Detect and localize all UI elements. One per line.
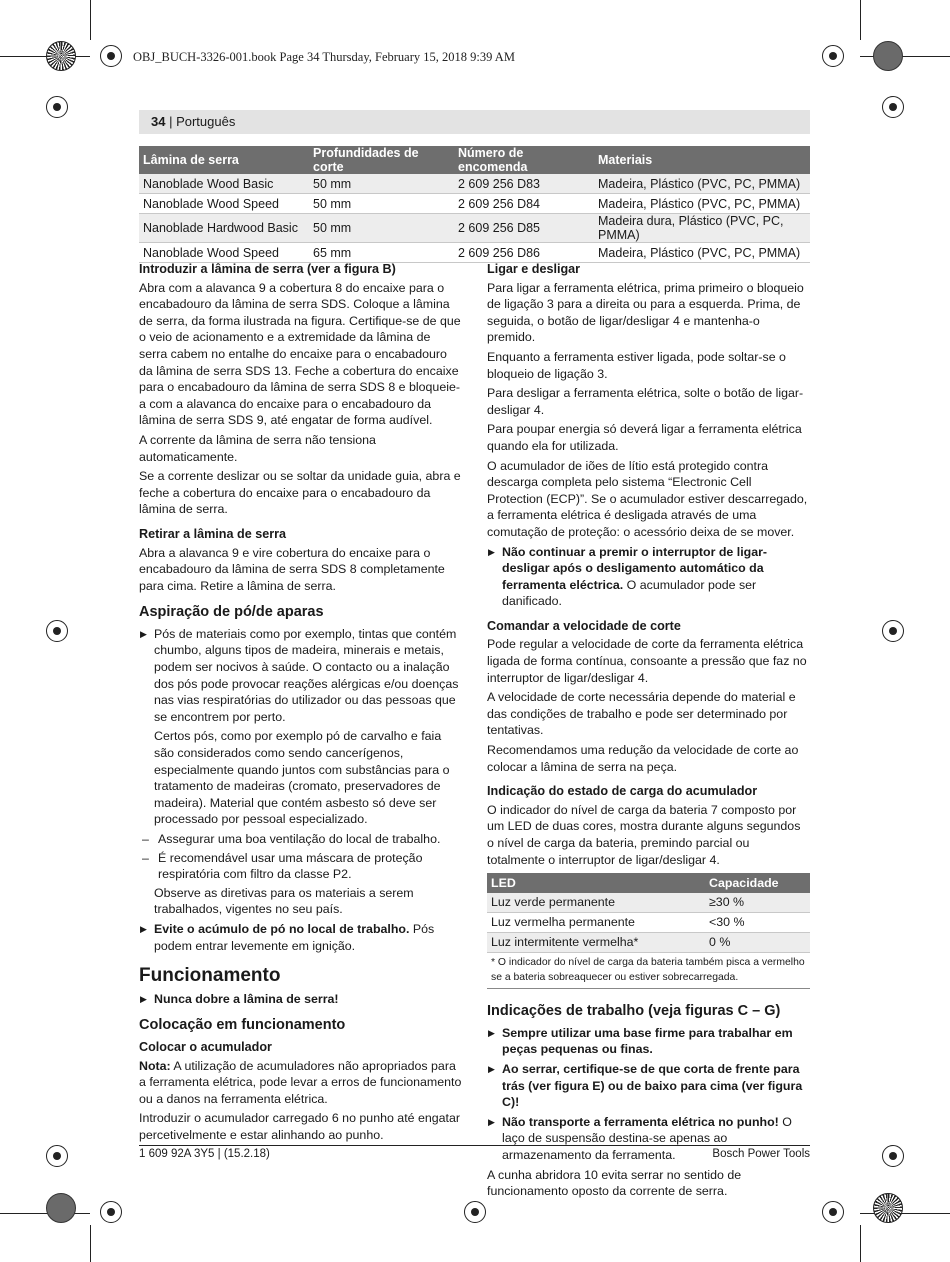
table-cell: Nanoblade Wood Basic — [139, 174, 309, 194]
bullet-triangle-icon: ▶ — [140, 993, 147, 1004]
color-patch-mark — [46, 1193, 76, 1223]
table-cell: <30 % — [705, 913, 810, 933]
crop-line — [860, 0, 861, 40]
led-table — [487, 873, 810, 953]
bullet-item — [487, 1061, 810, 1111]
section-title: Funcionamento — [139, 965, 281, 987]
table-cell: Luz vermelha permanente — [487, 913, 705, 933]
bullet-text: O acumulador pode ser danificado. — [502, 577, 757, 609]
registration-mark — [46, 96, 68, 118]
right-column — [487, 253, 810, 1203]
dash-item: – É recomendável usar uma máscara de proteção respiratória com filtro da classe P2. — [142, 850, 423, 882]
paragraph: Abra com a alavanca 9 a cobertura 8 do encaixe para o encabadouro da lâmina de serra SDS. Coloque a lâmina de serra, da forma ilustrada na figura. Certifique-se de que o veio de acionamento e a extremidade da lâmina de serra cabem no entalhe do encaixe para o encabadouro da lâmina de serra SDS 13. Feche a cobertura do encaixe para o encabadouro da lâmina de serra SDS 8 e bloqueie-a com a alavanca do encaixe para o encabadouro da lâmina de serra SDS 9, até engatar de forma audível. — [139, 280, 461, 428]
registration-mark — [822, 45, 844, 67]
registration-mark — [100, 1201, 122, 1223]
section-heading: Introduzir a lâmina de serra (ver a figura B) — [139, 262, 396, 276]
dash-item: – Assegurar uma boa ventilação do local de trabalho. — [142, 832, 441, 846]
page-number: 34 — [151, 114, 166, 129]
table-cell: Madeira, Plástico (PVC, PC, PMMA) — [594, 194, 810, 214]
section-heading: Comandar a velocidade de corte — [487, 618, 681, 633]
paragraph: Enquanto a ferramenta estiver ligada, pode soltar-se o bloqueio de ligação 3. — [487, 349, 786, 381]
paragraph: A cunha abridora 10 evita serrar no sentido de funcionamento oposto da corrente de serra. — [487, 1167, 742, 1199]
section-heading: Retirar a lâmina de serra — [139, 526, 287, 541]
note-text: A utilização de acumuladores não apropriados para a ferramenta elétrica, pode levar a erros de funcionamento ou a danos na ferramenta elétrica. — [139, 1058, 462, 1106]
table-row — [487, 893, 810, 913]
bullet-triangle-icon: ▶ — [488, 546, 495, 557]
paragraph: Observe as diretivas para os materiais a serem trabalhados, vigentes no seu país. — [154, 885, 414, 917]
section-heading: Colocação em funcionamento — [139, 1017, 346, 1034]
table-header-cell: LED — [487, 873, 705, 893]
footnote: * O indicador do nível de carga da bateria também pisca a vermelho se a bateria sobreaquecer ou estiver sobrecarregada. — [487, 953, 810, 989]
registration-star-mark — [873, 1193, 903, 1223]
section-heading: Indicação do estado de carga do acumulador — [487, 784, 758, 799]
bullet-triangle-icon: ▶ — [488, 1116, 495, 1127]
registration-mark — [46, 1145, 68, 1167]
table-cell: Madeira dura, Plástico (PVC, PC, PMMA) — [594, 214, 810, 243]
bullet-bold-text: Nunca dobre a lâmina de serra! — [154, 991, 339, 1006]
paragraph: A velocidade de corte necessária depende do material e das condições de trabalho e pode ser determinado por tentativas. — [487, 690, 796, 738]
footer-rule — [139, 1145, 810, 1146]
blades-table — [139, 146, 810, 263]
paragraph: Recomendamos uma redução da velocidade de corte ao colocar a lâmina de serra na peça. — [487, 743, 799, 774]
paragraph: Introduzir o acumulador carregado 6 no punho até engatar percetivelmente e estar alinhando ao punho. — [139, 1111, 460, 1142]
registration-mark — [822, 1201, 844, 1223]
table-cell: 0 % — [705, 933, 810, 953]
registration-mark — [46, 620, 68, 642]
table-cell: Luz intermitente vermelha* — [487, 933, 705, 953]
bullet-bold-text: Sempre utilizar uma base firme para trabalhar em peças pequenas ou finas. — [502, 1025, 793, 1057]
paragraph: Se a corrente deslizar ou se soltar da unidade guia, abra e feche a cobertura do encaixe para o encabadouro da lâmina de serra. — [139, 469, 461, 517]
color-patch-mark — [873, 41, 903, 71]
table-cell: Nanoblade Wood Speed — [139, 194, 309, 214]
left-column — [139, 253, 462, 1147]
table-cell: Madeira, Plástico (PVC, PC, PMMA) — [594, 243, 810, 263]
paragraph: Abra a alavanca 9 e vire cobertura do encaixe para o encabadouro da lâmina de serra SDS 8 completamente para cima. Retire a lâmina de serra. — [139, 545, 445, 593]
dash-text: É recomendável usar uma máscara de proteção respiratória com filtro da classe P2. — [158, 850, 423, 882]
table-row — [139, 194, 810, 214]
footer-document-code: 1 609 92A 3Y5 | (15.2.18) — [139, 1148, 270, 1160]
table-header-cell: Materiais — [594, 146, 810, 174]
paragraph: Pode regular a velocidade de corte da ferramenta elétrica ligada de forma contínua, consoante a pressão que faz no interruptor de ligar/desligar 4. — [487, 637, 807, 685]
subsection-heading: Colocar o acumulador — [139, 1039, 272, 1054]
table-cell: 2 609 256 D86 — [454, 243, 594, 263]
bullet-item — [487, 1025, 810, 1058]
table-row — [487, 933, 810, 953]
table-row — [139, 214, 810, 243]
registration-star-mark — [46, 41, 76, 71]
table-cell: 2 609 256 D84 — [454, 194, 594, 214]
table-cell: Nanoblade Hardwood Basic — [139, 214, 309, 243]
bullet-triangle-icon: ▶ — [488, 1027, 495, 1038]
section-heading: Aspiração de pó/de aparas — [139, 604, 324, 621]
registration-mark — [882, 1145, 904, 1167]
table-header-cell: Número de encomenda — [454, 146, 594, 174]
page-language: Português — [176, 114, 236, 129]
registration-mark — [882, 620, 904, 642]
page-header-bar: 34 | Português — [139, 110, 810, 134]
bullet-triangle-icon: ▶ — [488, 1063, 495, 1074]
table-cell: 50 mm — [309, 174, 454, 194]
bullet-bold-text: Ao serrar, certifique-se de que corta de frente para trás (ver figura E) ou de baixo para cima (ver figura C)! — [502, 1061, 803, 1110]
bullet-text: Pós podem entrar levemente em ignição. — [154, 921, 435, 953]
table-cell: 2 609 256 D85 — [454, 214, 594, 243]
paragraph: Para desligar a ferramenta elétrica, solte o botão de ligar-desligar 4. — [487, 386, 804, 417]
table-header-cell: Capacidade — [705, 873, 810, 893]
crop-line — [90, 1225, 91, 1262]
registration-mark — [882, 96, 904, 118]
registration-mark — [464, 1201, 486, 1223]
section-heading: Ligar e desligar — [487, 262, 581, 276]
bullet-text: O laço de suspensão destina-se apenas ao armazenamento da ferramenta. — [502, 1114, 792, 1162]
table-cell: 2 609 256 D83 — [454, 174, 594, 194]
paragraph: Para ligar a ferramenta elétrica, prima primeiro o bloqueio de ligação 3 para a direita ou para a esquerda. Prima, de seguida, o botão de ligar/desligar 4 e mantenha-o premido. — [487, 280, 804, 345]
bullet-bold-text: Evite o acúmulo de pó no local de trabalho. — [154, 921, 410, 936]
paragraph: O acumulador de iões de lítio está protegido contra descarga completa pelo sistema “Electronic Cell Protection (ECP)”. Se o acumulador estiver descarregado, a ferramenta elétrica é desligada através de uma comutação de proteção: o acessório deixa de se mover. — [487, 458, 808, 539]
table-cell: 65 mm — [309, 243, 454, 263]
bullet-item — [139, 921, 462, 954]
bullet-bold-text: Não continuar a premir o interruptor de ligar-desligar após o desligamento automático da ferramenta eléctrica. — [502, 544, 768, 592]
registration-mark — [100, 45, 122, 67]
crop-line — [0, 56, 90, 57]
table-cell: 50 mm — [309, 214, 454, 243]
bullet-item — [139, 991, 462, 1008]
table-cell: ≥30 % — [705, 893, 810, 913]
crop-line — [860, 1225, 861, 1262]
paragraph — [139, 1058, 462, 1108]
bullet-item — [487, 544, 810, 610]
paragraph: Para poupar energia só deverá ligar a ferramenta elétrica quando ela for utilizada. — [487, 422, 802, 453]
table-row — [487, 913, 810, 933]
print-header: OBJ_BUCH-3326-001.book Page 34 Thursday, February 15, 2018 9:39 AM — [133, 50, 515, 64]
section-heading: Indicações de trabalho (veja figuras C – G) — [487, 1003, 781, 1020]
paragraph: Certos pós, como por exemplo pó de carvalho e faia são considerados como sendo cancerígenos, especialmente quando juntos com substâncias para o tratamento de madeiras (cromato, preservadores de madeira). Material que contém asbesto só deve ser processado por pessoal especializado. — [154, 729, 450, 827]
crop-line — [90, 0, 91, 40]
note-label: Nota: — [139, 1058, 171, 1073]
bullet-bold-text: Não transporte a ferramenta elétrica no punho! — [502, 1114, 779, 1129]
crop-line — [0, 1213, 90, 1214]
paragraph: A corrente da lâmina de serra não tensiona automaticamente. — [139, 432, 376, 464]
bullet-text: Pós de materiais como por exemplo, tintas que contém chumbo, alguns tipos de madeira, minerais e metais, podem ser nocivos à saúde. O contacto ou a inalação dos pós pode provocar reações alérgicas e/ou doenças nas vias respiratórias do utilizador ou das pessoas que se encontrem por perto. — [154, 626, 459, 724]
table-cell: Nanoblade Wood Speed — [139, 243, 309, 263]
bullet-item — [139, 626, 462, 726]
table-cell: Madeira, Plástico (PVC, PC, PMMA) — [594, 174, 810, 194]
dash-text: Assegurar uma boa ventilação do local de trabalho. — [158, 832, 441, 846]
table-header-row — [139, 146, 810, 174]
table-header-cell: Lâmina de serra — [139, 146, 309, 174]
bullet-triangle-icon: ▶ — [140, 923, 147, 934]
table-header-row — [487, 873, 810, 893]
bullet-triangle-icon: ▶ — [140, 628, 147, 639]
footer-brand: Bosch Power Tools — [712, 1148, 810, 1160]
table-row — [139, 174, 810, 194]
table-header-cell: Profundidades de corte — [309, 146, 454, 174]
table-cell: Luz verde permanente — [487, 893, 705, 913]
table-cell: 50 mm — [309, 194, 454, 214]
paragraph: O indicador do nível de carga da bateria 7 composto por um LED de duas cores, mostra durante alguns segundos o nível de carga da bateria, premindo parcial ou totalmente o interruptor de ligar/desligar 4. — [487, 802, 801, 867]
